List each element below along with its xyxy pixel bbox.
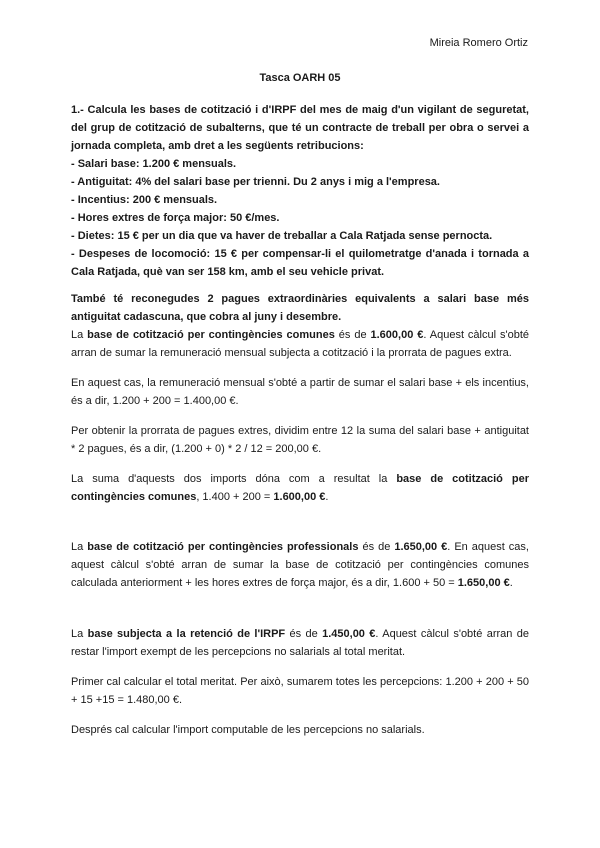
text-bold: base subjecta a la retenció de l'IRPF [87, 628, 286, 640]
irpf-paragraph-2: Primer cal calcular el total meritat. Per això, sumarem totes les percepcions: 1.200 + 200 + 50 + 15 +15 = 1.480,00 €. [71, 676, 529, 706]
cp-paragraph [71, 538, 529, 592]
text: La [71, 329, 88, 341]
document-title: Tasca OARH 05 [259, 72, 341, 84]
item-incentius: - Incentius: 200 € mensuals. [71, 194, 218, 206]
text-bold: 1.450,00 € [322, 628, 376, 640]
text-bold: 1.600,00 € [370, 329, 424, 341]
text: . Aquest càlcul s'obté arran de sumar la remuneració mensual subjecta a cotització i la prorrata de pagues extra. [71, 329, 529, 359]
author-name: Mireia Romero Ortiz [429, 37, 528, 49]
text-bold: base de cotització per contingències professionals [87, 541, 359, 553]
text: La [71, 541, 88, 553]
item-hores-extres: - Hores extres de força major: 50 €/mes. [71, 212, 280, 224]
item-antiguitat: - Antiguitat: 4% del salari base per trienni. Du 2 anys i mig a l'empresa. [71, 176, 440, 188]
text-bold: base de cotització per contingències comunes [87, 329, 335, 341]
document-body [71, 101, 529, 739]
text: . En aquest cas, aquest càlcul s'obté arran de sumar la base de cotització per contingències comunes calculada anteriorment + les hores extres de força major, és a dir, 1.600 + 50 = [71, 541, 529, 589]
text: . [325, 491, 329, 503]
cc-paragraph-1 [71, 326, 529, 362]
cc-paragraph-3: Per obtenir la prorrata de pagues extres, dividim entre 12 la suma del salari base + antiguitat * 2 pagues, és a dir, (1.200 + 0) * 2 / 12 = 200,00 €. [71, 425, 529, 455]
text: La suma d'aquests dos imports dóna com a resultat la [71, 473, 397, 485]
exercise-extra-pagues: També té reconegudes 2 pagues extraordinàries equivalents a salari base més antiguitat cadascuna, que cobra al juny i desembre. [71, 293, 529, 323]
text-bold: base de cotització per contingències comunes [71, 473, 529, 503]
exercise-statement: 1.- Calcula les bases de cotització i d'IRPF del mes de maig d'un vigilant de seguretat, del grup de cotització de subalterns, que té un contracte de treball per obra o servei a jornada completa, amb dret a les següents retribucions: [71, 104, 529, 152]
text: . Aquest càlcul s'obté arran de restar l'import exempt de les percepcions no salarials al total meritat. [71, 628, 529, 658]
text-bold: 1.650,00 € [457, 577, 510, 589]
text: és de [358, 541, 395, 553]
irpf-paragraph-3: Després cal calcular l'import computable de les percepcions no salarials. [71, 724, 425, 736]
text: La [71, 628, 88, 640]
cc-paragraph-4 [71, 470, 529, 506]
text: , 1.400 + 200 = [196, 491, 274, 503]
text-bold: 1.650,00 € [394, 541, 448, 553]
item-dietes: - Dietes: 15 € per un dia que va haver de treballar a Cala Ratjada sense pernocta. [71, 230, 493, 242]
text: és de [285, 628, 323, 640]
text: és de [334, 329, 371, 341]
item-salari-base: - Salari base: 1.200 € mensuals. [71, 158, 237, 170]
cc-paragraph-2: En aquest cas, la remuneració mensual s'obté a partir de sumar el salari base + els incentius, és a dir, 1.200 + 200 = 1.400,00 €. [71, 377, 529, 407]
text-bold: 1.600,00 € [273, 491, 326, 503]
irpf-paragraph-1 [71, 625, 529, 661]
item-locomocio: - Despeses de locomoció: 15 € per compensar-li el quilometratge d'anada i tornada a Cala Ratjada, què van ser 158 km, amb el seu vehicle privat. [71, 248, 529, 278]
text: . [509, 577, 513, 589]
